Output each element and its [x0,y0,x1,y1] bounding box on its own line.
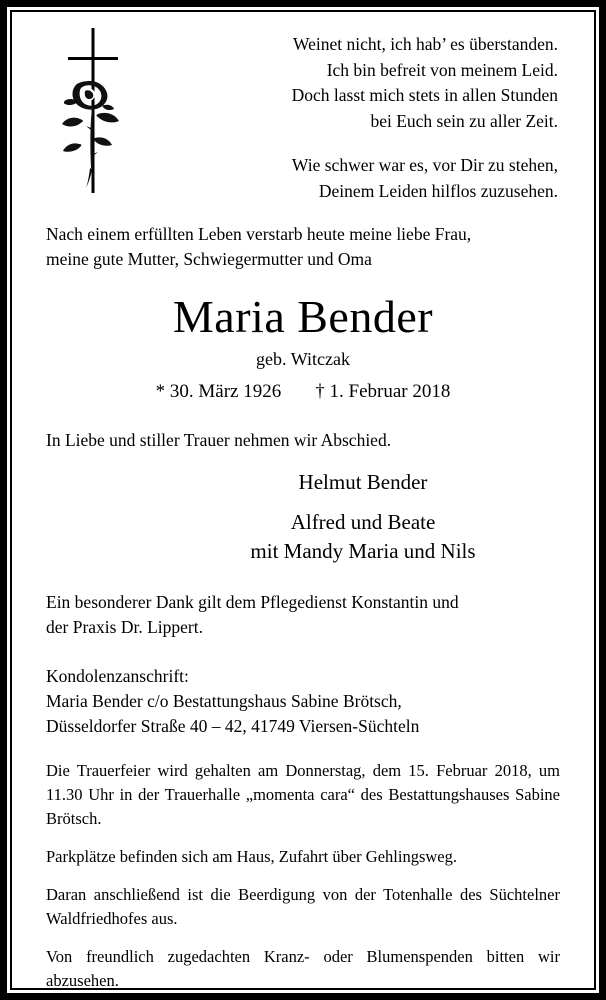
memorial-poem [196,26,560,204]
mourner-line: Alfred und Beate [290,510,436,534]
poem-line: Ich bin befreit von meinem Leid. [326,59,558,80]
funeral-arrangements [46,759,560,993]
thanks-line: der Praxis Dr. Lippert. [46,617,203,637]
arrangement-paragraph: Von freundlich zugedachten Kranz- oder Blumenspenden bitten wir abzusehen. [46,947,560,990]
arrangement-paragraph: Die Trauerfeier wird gehalten am Donnerstag, dem 15. Februar 2018, um 11.30 Uhr in der Trauerhalle „momenta cara“ des Bestattungshauses Sabine Brötsch. [46,761,560,828]
intro-line: meine gute Mutter, Schwiegermutter und Oma [46,249,372,269]
thanks-line: Ein besonderer Dank gilt dem Pflegedienst Konstantin und [46,592,459,612]
header-area [46,12,560,204]
mourner-group [166,508,560,566]
condolence-recipient: Maria Bender c/o Bestattungshaus Sabine Brötsch, [46,691,402,711]
poem-line: Deinem Leiden hilflos zuzusehen. [318,180,558,201]
cross-with-rose-emblem [46,26,196,198]
poem-line: bei Euch sein zu aller Zeit. [370,110,558,131]
deceased-name: Maria Bender [172,291,434,342]
farewell-line: In Liebe und stiller Trauer nehmen wir Abschied. [46,430,392,450]
condolence-street-city: Düsseldorfer Straße 40 – 42, 41749 Viersen-Süchteln [46,716,420,736]
rose-icon [62,81,119,188]
condolence-heading: Kondolenzanschrift: [46,666,189,686]
mourner-line: mit Mandy Maria und Nils [250,539,476,563]
poem-line: Wie schwer war es, vor Dir zu stehen, [291,155,558,175]
mourning-border-gap [7,7,599,993]
deceased-block [46,290,560,406]
mourners-block [46,467,560,566]
condolence-address-block [46,664,560,739]
deceased-maiden-name: geb. Witczak [256,349,350,369]
arrangement-paragraph: Daran anschließend ist die Beerdigung von der Totenhalle des Süchtelner Waldfriedhofes aus. [46,885,560,928]
poem-stanza-1 [196,32,558,134]
death-date: † 1. Februar 2018 [315,381,451,402]
mourning-border-inner-rule [10,10,596,990]
mourner-primary: Helmut Bender [298,470,428,494]
announcement-intro [46,222,560,272]
birth-date: * 30. März 1926 [155,381,282,402]
poem-line: Weinet nicht, ich hab’ es überstanden. [292,34,558,54]
notice-sheet [12,12,594,988]
poem-stanza-2 [196,153,558,204]
thanks-block [46,590,560,640]
poem-line: Doch lasst mich stets in allen Stunden [291,85,558,105]
intro-line: Nach einem erfüllten Leben verstarb heute meine liebe Frau, [46,224,472,244]
arrangement-paragraph: Parkplätze befinden sich am Haus, Zufahrt über Gehlingsweg. [46,847,457,866]
life-dates [46,378,560,406]
